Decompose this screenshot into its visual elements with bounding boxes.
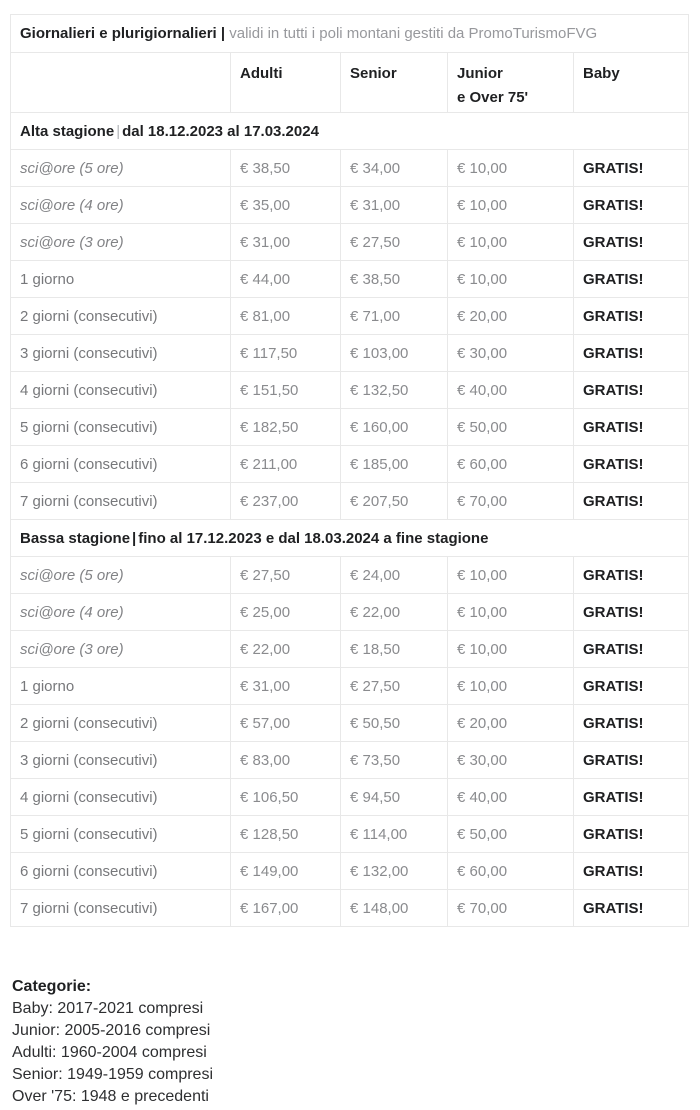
price-senior: € 71,00 xyxy=(341,298,448,335)
ticket-type-label: sci@ore (3 ore) xyxy=(11,224,231,261)
price-junior: € 10,00 xyxy=(448,187,574,224)
ticket-type-label: 4 giorni (consecutivi) xyxy=(11,372,231,409)
price-adulti: € 38,50 xyxy=(231,150,341,187)
category-line-senior: Senior: 1949-1959 compresi xyxy=(12,1066,214,1083)
price-junior: € 60,00 xyxy=(448,446,574,483)
price-adulti: € 149,00 xyxy=(231,853,341,890)
price-senior: € 103,00 xyxy=(341,335,448,372)
price-row xyxy=(11,261,689,298)
price-junior: € 20,00 xyxy=(448,298,574,335)
ticket-type-label: 4 giorni (consecutivi) xyxy=(11,779,231,816)
ticket-type-label: 1 giorno xyxy=(11,261,231,298)
price-adulti: € 57,00 xyxy=(231,705,341,742)
price-row xyxy=(11,187,689,224)
price-adulti: € 25,00 xyxy=(231,594,341,631)
price-adulti: € 106,50 xyxy=(231,779,341,816)
price-row xyxy=(11,335,689,372)
table-subtitle: validi in tutti i poli montani gestiti da PromoTurismoFVG xyxy=(229,25,598,42)
price-row xyxy=(11,742,689,779)
price-row xyxy=(11,150,689,187)
price-senior: € 160,00 xyxy=(341,409,448,446)
price-senior: € 114,00 xyxy=(341,816,448,853)
categories-heading: Categorie: xyxy=(12,978,92,995)
price-row xyxy=(11,224,689,261)
price-junior: € 30,00 xyxy=(448,742,574,779)
price-baby: GRATIS! xyxy=(574,779,689,816)
price-adulti: € 83,00 xyxy=(231,742,341,779)
price-baby: GRATIS! xyxy=(574,668,689,705)
price-row xyxy=(11,557,689,594)
ticket-type-label: 7 giorni (consecutivi) xyxy=(11,890,231,927)
price-adulti: € 27,50 xyxy=(231,557,341,594)
price-junior: € 50,00 xyxy=(448,409,574,446)
price-adulti: € 44,00 xyxy=(231,261,341,298)
ticket-type-label: sci@ore (4 ore) xyxy=(11,594,231,631)
price-adulti: € 31,00 xyxy=(231,668,341,705)
price-row xyxy=(11,446,689,483)
price-senior: € 148,00 xyxy=(341,890,448,927)
price-adulti: € 211,00 xyxy=(231,446,341,483)
price-baby: GRATIS! xyxy=(574,483,689,520)
season-dates: dal 18.12.2023 al 17.03.2024 xyxy=(122,122,319,140)
price-senior: € 22,00 xyxy=(341,594,448,631)
price-baby: GRATIS! xyxy=(574,224,689,261)
ticket-type-label: 2 giorni (consecutivi) xyxy=(11,298,231,335)
price-junior: € 60,00 xyxy=(448,853,574,890)
column-header-senior: Senior xyxy=(341,53,448,113)
price-baby: GRATIS! xyxy=(574,705,689,742)
price-adulti: € 128,50 xyxy=(231,816,341,853)
column-header-empty xyxy=(11,53,231,113)
price-baby: GRATIS! xyxy=(574,890,689,927)
price-adulti: € 237,00 xyxy=(231,483,341,520)
category-line-baby: Baby: 2017-2021 compresi xyxy=(12,1000,204,1017)
price-baby: GRATIS! xyxy=(574,631,689,668)
price-baby: GRATIS! xyxy=(574,261,689,298)
price-adulti: € 35,00 xyxy=(231,187,341,224)
price-senior: € 27,50 xyxy=(341,224,448,261)
price-adulti: € 151,50 xyxy=(231,372,341,409)
price-senior: € 38,50 xyxy=(341,261,448,298)
price-row xyxy=(11,298,689,335)
ticket-type-label: 1 giorno xyxy=(11,668,231,705)
price-senior: € 73,50 xyxy=(341,742,448,779)
column-header-adulti: Adulti xyxy=(231,53,341,113)
ticket-type-label: 5 giorni (consecutivi) xyxy=(11,409,231,446)
ticket-type-label: 6 giorni (consecutivi) xyxy=(11,446,231,483)
price-junior: € 30,00 xyxy=(448,335,574,372)
price-baby: GRATIS! xyxy=(574,816,689,853)
price-senior: € 94,50 xyxy=(341,779,448,816)
price-junior: € 70,00 xyxy=(448,890,574,927)
price-junior: € 70,00 xyxy=(448,483,574,520)
season-dates: fino al 17.12.2023 e dal 18.03.2024 a fine stagione xyxy=(138,529,489,547)
ticket-type-label: 6 giorni (consecutivi) xyxy=(11,853,231,890)
ticket-type-label: 3 giorni (consecutivi) xyxy=(11,335,231,372)
price-row xyxy=(11,853,689,890)
price-row xyxy=(11,779,689,816)
price-junior: € 20,00 xyxy=(448,705,574,742)
price-baby: GRATIS! xyxy=(574,298,689,335)
price-senior: € 18,50 xyxy=(341,631,448,668)
price-baby: GRATIS! xyxy=(574,853,689,890)
ticket-type-label: 7 giorni (consecutivi) xyxy=(11,483,231,520)
table-title-row xyxy=(11,15,689,53)
price-row xyxy=(11,631,689,668)
ticket-type-label: sci@ore (4 ore) xyxy=(11,187,231,224)
season-title: Bassa stagione xyxy=(20,529,131,547)
table-title-cell xyxy=(11,15,689,53)
price-baby: GRATIS! xyxy=(574,187,689,224)
ticket-type-label: 3 giorni (consecutivi) xyxy=(11,742,231,779)
price-junior: € 10,00 xyxy=(448,224,574,261)
price-senior: € 34,00 xyxy=(341,150,448,187)
season-section-row xyxy=(11,520,689,557)
price-senior: € 132,00 xyxy=(341,853,448,890)
price-row xyxy=(11,483,689,520)
price-senior: € 27,50 xyxy=(341,668,448,705)
price-senior: € 207,50 xyxy=(341,483,448,520)
ticket-type-label: 5 giorni (consecutivi) xyxy=(11,816,231,853)
price-adulti: € 182,50 xyxy=(231,409,341,446)
price-senior: € 31,00 xyxy=(341,187,448,224)
price-junior: € 40,00 xyxy=(448,779,574,816)
price-junior: € 40,00 xyxy=(448,372,574,409)
column-header-baby: Baby xyxy=(574,53,689,113)
ticket-type-label: sci@ore (5 ore) xyxy=(11,150,231,187)
price-junior: € 10,00 xyxy=(448,668,574,705)
price-baby: GRATIS! xyxy=(574,446,689,483)
price-adulti: € 31,00 xyxy=(231,224,341,261)
price-row xyxy=(11,705,689,742)
price-junior: € 10,00 xyxy=(448,261,574,298)
price-adulti: € 22,00 xyxy=(231,631,341,668)
season-separator: | xyxy=(116,122,121,140)
price-senior: € 50,50 xyxy=(341,705,448,742)
price-junior: € 10,00 xyxy=(448,631,574,668)
price-junior: € 10,00 xyxy=(448,150,574,187)
price-adulti: € 117,50 xyxy=(231,335,341,372)
season-separator: | xyxy=(132,529,137,547)
price-baby: GRATIS! xyxy=(574,409,689,446)
ticket-type-label: sci@ore (3 ore) xyxy=(11,631,231,668)
price-junior: € 10,00 xyxy=(448,557,574,594)
price-baby: GRATIS! xyxy=(574,742,689,779)
price-row xyxy=(11,409,689,446)
price-adulti: € 167,00 xyxy=(231,890,341,927)
category-line-over75: Over '75: 1948 e precedenti xyxy=(12,1088,209,1105)
categories-note xyxy=(12,976,213,1108)
price-baby: GRATIS! xyxy=(574,335,689,372)
price-senior: € 132,50 xyxy=(341,372,448,409)
column-header-row xyxy=(11,53,689,113)
table-title: Giornalieri e plurigiornalieri | xyxy=(20,25,226,42)
price-baby: GRATIS! xyxy=(574,150,689,187)
season-section-cell xyxy=(11,520,689,557)
price-row xyxy=(11,372,689,409)
pricing-table xyxy=(10,14,689,927)
price-senior: € 24,00 xyxy=(341,557,448,594)
category-line-junior: Junior: 2005-2016 compresi xyxy=(12,1022,211,1039)
season-title: Alta stagione xyxy=(20,122,115,140)
category-line-adulti: Adulti: 1960-2004 compresi xyxy=(12,1044,207,1061)
ticket-type-label: 2 giorni (consecutivi) xyxy=(11,705,231,742)
price-junior: € 50,00 xyxy=(448,816,574,853)
price-baby: GRATIS! xyxy=(574,594,689,631)
price-row xyxy=(11,890,689,927)
price-row xyxy=(11,668,689,705)
price-row xyxy=(11,594,689,631)
price-adulti: € 81,00 xyxy=(231,298,341,335)
season-section-cell xyxy=(11,113,689,150)
column-header-junior: Junior e Over 75' xyxy=(448,53,574,113)
price-baby: GRATIS! xyxy=(574,557,689,594)
price-baby: GRATIS! xyxy=(574,372,689,409)
price-row xyxy=(11,816,689,853)
price-senior: € 185,00 xyxy=(341,446,448,483)
ticket-type-label: sci@ore (5 ore) xyxy=(11,557,231,594)
season-section-row xyxy=(11,113,689,150)
price-junior: € 10,00 xyxy=(448,594,574,631)
